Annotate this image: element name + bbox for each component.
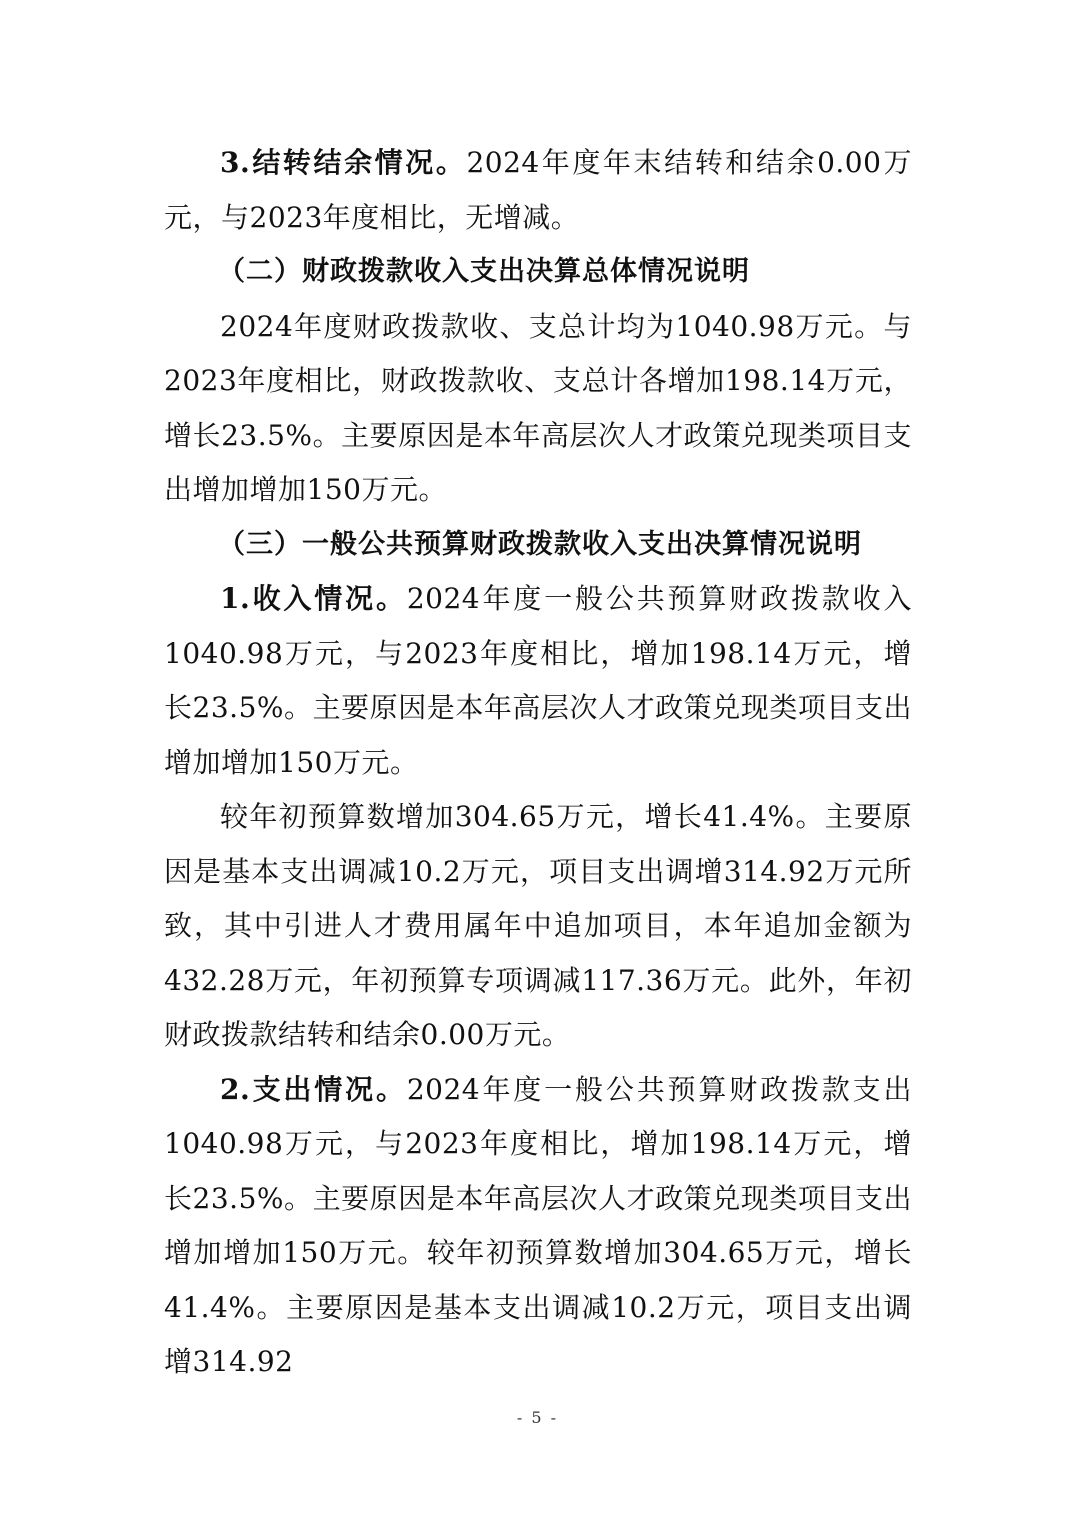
paragraph-lead: 3.结转结余情况。: [220, 146, 467, 179]
section-heading-general-public-budget: （三）一般公共预算财政拨款收入支出决算情况说明: [218, 528, 862, 560]
paragraph-lead: 2.支出情况。: [220, 1072, 407, 1106]
paragraph-expenditure: [164, 1063, 912, 1390]
paragraph-fiscal-appropriation-summary: [164, 300, 912, 518]
section-heading-fiscal-appropriation: （二）财政拨款收入支出决算总体情况说明: [218, 256, 750, 287]
paragraph-text: 较年初预算数增加304.65万元，增长41.4%。主要原因是基本支出调减10.2万元，项目支出调增314.92万元所致，其中引进人才费用属年中追加项目，本年追加金额为432.28万元，年初预算专项调减117.36万元。此外，年初财政拨款结转和结余0.00万元。: [164, 800, 912, 1051]
paragraph-text: 2024年度财政拨款收、支总计均为1040.98万元。与2023年度相比，财政拨款收、支总计各增加198.14万元，增长23.5%。主要原因是本年高层次人才政策兑现类项目支出增加增加150万元。: [164, 309, 912, 506]
paragraph-budget-comparison: [164, 790, 912, 1063]
paragraph-text: 2024年度一般公共预算财政拨款支出1040.98万元，与2023年度相比，增加198.14万元，增长23.5%。主要原因是本年高层次人才政策兑现类项目支出增加增加150万元。较年初预算数增加304.65万元，增长41.4%。主要原因是基本支出调减10.2万元，项目支出调增314.92: [164, 1072, 913, 1378]
paragraph-text: 2024年度一般公共预算财政拨款收入1040.98万元，与2023年度相比，增加198.14万元，增长23.5%。主要原因是本年高层次人才政策兑现类项目支出增加增加150万元。: [164, 582, 913, 779]
paragraph-text: 2024年度年末结转和结余0.00万元，与2023年度相比，无增减。: [164, 146, 912, 234]
document-body: [164, 136, 912, 1390]
paragraph-carryover-balance: [164, 136, 912, 245]
paragraph-income: [164, 572, 912, 790]
paragraph-lead: 1.收入情况。: [220, 582, 407, 615]
page-number: - 5 -: [516, 1408, 559, 1427]
